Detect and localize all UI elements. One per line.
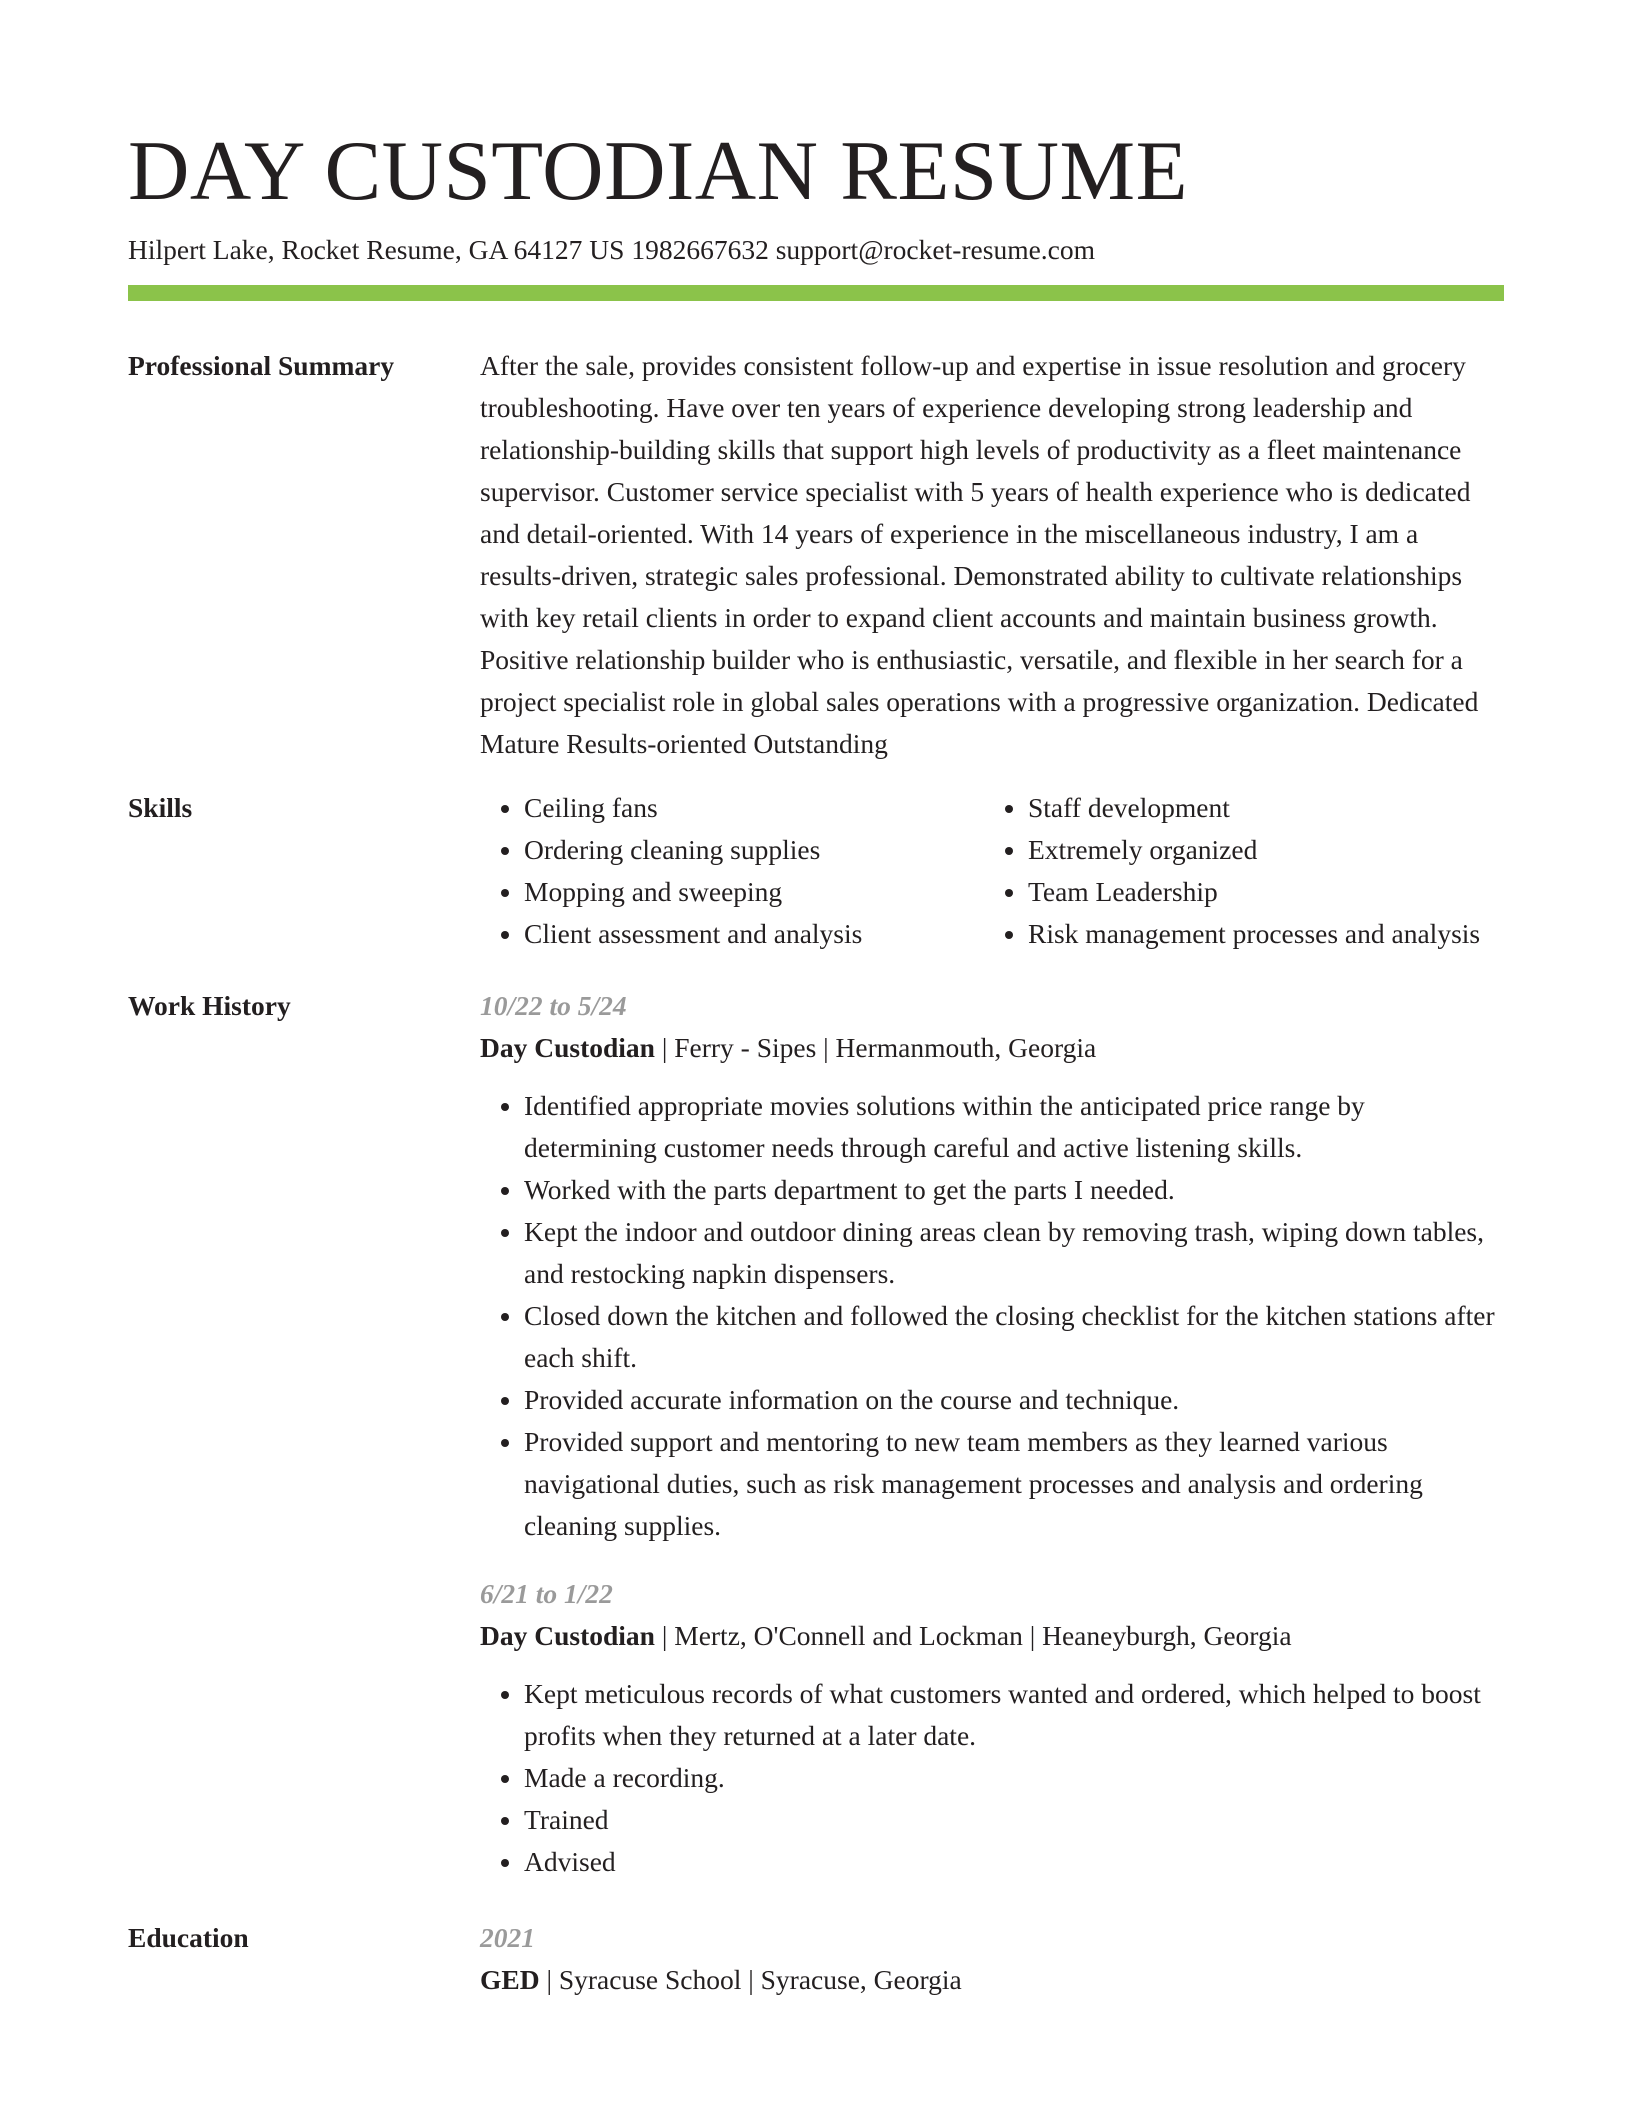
job-bullets <box>480 1673 1504 1883</box>
job-bullet: • Provided support and mentoring to new team members as they learned various navigational duties, such as risk management processes and analysis and ordering cleaning supplies. <box>524 1421 1504 1547</box>
skills-list-right <box>984 787 1488 955</box>
job-bullet: • Closed down the kitchen and followed the closing checklist for the kitchen stations after each shift. <box>524 1295 1504 1379</box>
skill-item: • Staff development <box>1028 787 1488 829</box>
skills-list-left <box>480 787 984 955</box>
job-bullet: • Identified appropriate movies solutions within the anticipated price range by determining customer needs through careful and active listening skills. <box>524 1085 1504 1169</box>
skill-item: • Ordering cleaning supplies <box>524 829 984 871</box>
skill-item: • Ceiling fans <box>524 787 984 829</box>
summary-section <box>480 345 1504 765</box>
accent-divider <box>128 285 1504 301</box>
skill-item: • Team Leadership <box>1028 871 1488 913</box>
job-bullet: • Made a recording. <box>524 1757 1504 1799</box>
job-bullets <box>480 1085 1504 1547</box>
contact-line: Hilpert Lake, Rocket Resume, GA 64127 US 1982667632 support@rocket-resume.com <box>128 234 1096 265</box>
skills-heading: Skills <box>128 792 193 823</box>
education-entry <box>480 1917 1504 2001</box>
job-bullet: • Kept meticulous records of what customers wanted and ordered, which helped to boost profits when they returned at a later date. <box>524 1673 1504 1757</box>
job-bullet: • Worked with the parts department to get the parts I needed. <box>524 1169 1504 1211</box>
job-entry <box>480 985 1504 1547</box>
skill-item: • Mopping and sweeping <box>524 871 984 913</box>
job-bullet: • Trained <box>524 1799 1504 1841</box>
job-heading <box>480 1027 1504 1069</box>
skill-item: • Risk management processes and analysis <box>1028 913 1488 955</box>
work-history-heading: Work History <box>128 990 291 1021</box>
job-date: 6/21 to 1/22 <box>480 1578 613 1609</box>
resume-title: DAY CUSTODIAN RESUME <box>128 124 1189 218</box>
education-date: 2021 <box>480 1922 535 1953</box>
summary-heading: Professional Summary <box>128 350 395 381</box>
job-title: Day Custodian <box>480 1032 655 1063</box>
skills-section <box>480 787 1504 955</box>
school-details: | Syracuse School | Syracuse, Georgia <box>539 1964 962 1995</box>
job-details: | Ferry - Sipes | Hermanmouth, Georgia <box>654 1032 1097 1063</box>
education-heading-line <box>480 1959 1504 2001</box>
job-bullet: • Provided accurate information on the course and technique. <box>524 1379 1504 1421</box>
job-title: Day Custodian <box>480 1620 655 1651</box>
job-heading <box>480 1615 1504 1657</box>
job-date: 10/22 to 5/24 <box>480 990 627 1021</box>
job-entry <box>480 1573 1504 1883</box>
job-bullet: • Kept the indoor and outdoor dining areas clean by removing trash, wiping down tables, and restocking napkin dispensers. <box>524 1211 1504 1295</box>
job-bullet: • Advised <box>524 1841 1504 1883</box>
summary-text: After the sale, provides consistent follow-up and expertise in issue resolution and grocery troubleshooting. Have over ten years of experience developing strong leadership and relationship-building skills that support high levels of productivity as a fleet maintenance supervisor. Customer service specialist with 5 years of health experience who is dedicated and detail-oriented. With 14 years of experience in the miscellaneous industry, I am a results-driven, strategic sales professional. Demonstrated ability to cultivate relationships with key retail clients in order to expand client accounts and maintain business growth. Positive relationship builder who is enthusiastic, versatile, and flexible in her search for a project specialist role in global sales operations with a progressive organization. Dedicated Mature Results-oriented Outstanding <box>480 350 1479 759</box>
education-heading: Education <box>128 1922 249 1953</box>
skills-grid <box>480 787 1504 955</box>
degree: GED <box>480 1964 540 1995</box>
skill-item: • Client assessment and analysis <box>524 913 984 955</box>
job-details: | Mertz, O'Connell and Lockman | Heaneyburgh, Georgia <box>654 1620 1292 1651</box>
skill-item: • Extremely organized <box>1028 829 1488 871</box>
